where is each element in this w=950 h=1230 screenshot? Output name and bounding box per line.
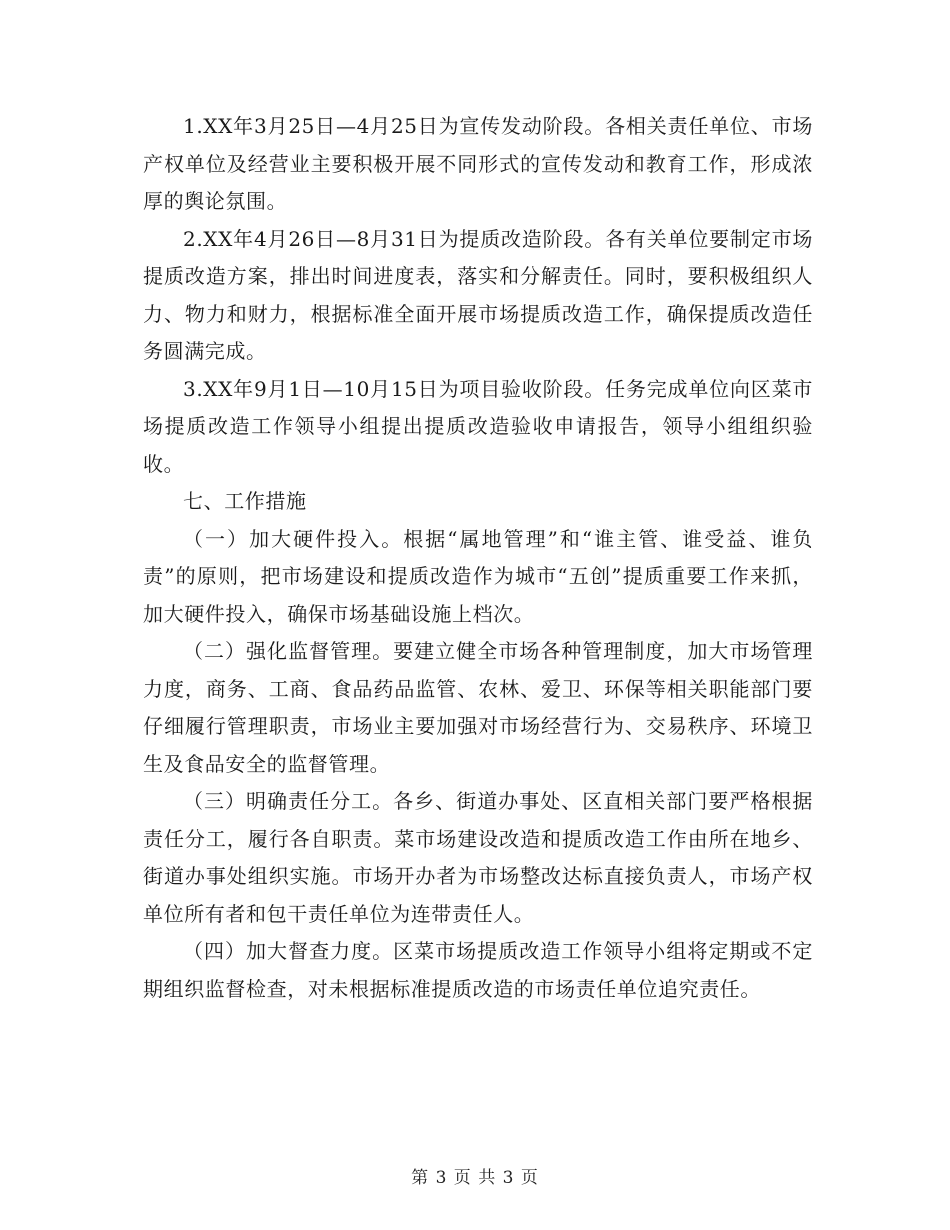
paragraph-measure-2: （二）强化监督管理。要建立健全市场各种管理制度，加大市场管理力度，商务、工商、食品药品监管、农林、爱卫、环保等相关职能部门要仔细履行管理职责，市场业主要加强对市场经营行为、交易秩序、环境卫生及食品安全的监督管理。: [143, 639, 813, 776]
paragraph-stage-2: 2.XX年4月26日—8月31日为提质改造阶段。各有关单位要制定市场提质改造方案，排出时间进度表，落实和分解责任。同时，要积极组织人力、物力和财力，根据标准全面开展市场提质改造工作，确保提质改造任务圆满完成。: [143, 226, 813, 363]
paragraph-measure-3: （三）明确责任分工。各乡、街道办事处、区直相关部门要严格根据责任分工，履行各自职责。菜市场建设改造和提质改造工作由所在地乡、街道办事处组织实施。市场开办者为市场整改达标直接负责人，市场产权单位所有者和包干责任单位为连带责任人。: [143, 789, 813, 926]
paragraph-measure-1: （一）加大硬件投入。根据“属地管理”和“谁主管、谁受益、谁负责”的原则，把市场建设和提质改造作为城市“五创”提质重要工作来抓，加大硬件投入，确保市场基础设施上档次。: [143, 526, 813, 626]
paragraph-measure-4: （四）加大督查力度。区菜市场提质改造工作领导小组将定期或不定期组织监督检查，对未根据标准提质改造的市场责任单位追究责任。: [143, 939, 813, 1001]
paragraph-stage-1: 1.XX年3月25日—4月25日为宣传发动阶段。各相关责任单位、市场产权单位及经营业主要积极开展不同形式的宣传发动和教育工作，形成浓厚的舆论氛围。: [143, 114, 813, 213]
paragraph-stage-3: 3.XX年9月1日—10月15日为项目验收阶段。任务完成单位向区菜市场提质改造工作领导小组提出提质改造验收申请报告，领导小组组织验收。: [143, 376, 813, 476]
section-heading-work-measures: 七、工作措施: [183, 489, 307, 513]
document-body: [143, 108, 813, 1008]
page-footer: 第 3 页 共 3 页: [411, 1168, 539, 1188]
